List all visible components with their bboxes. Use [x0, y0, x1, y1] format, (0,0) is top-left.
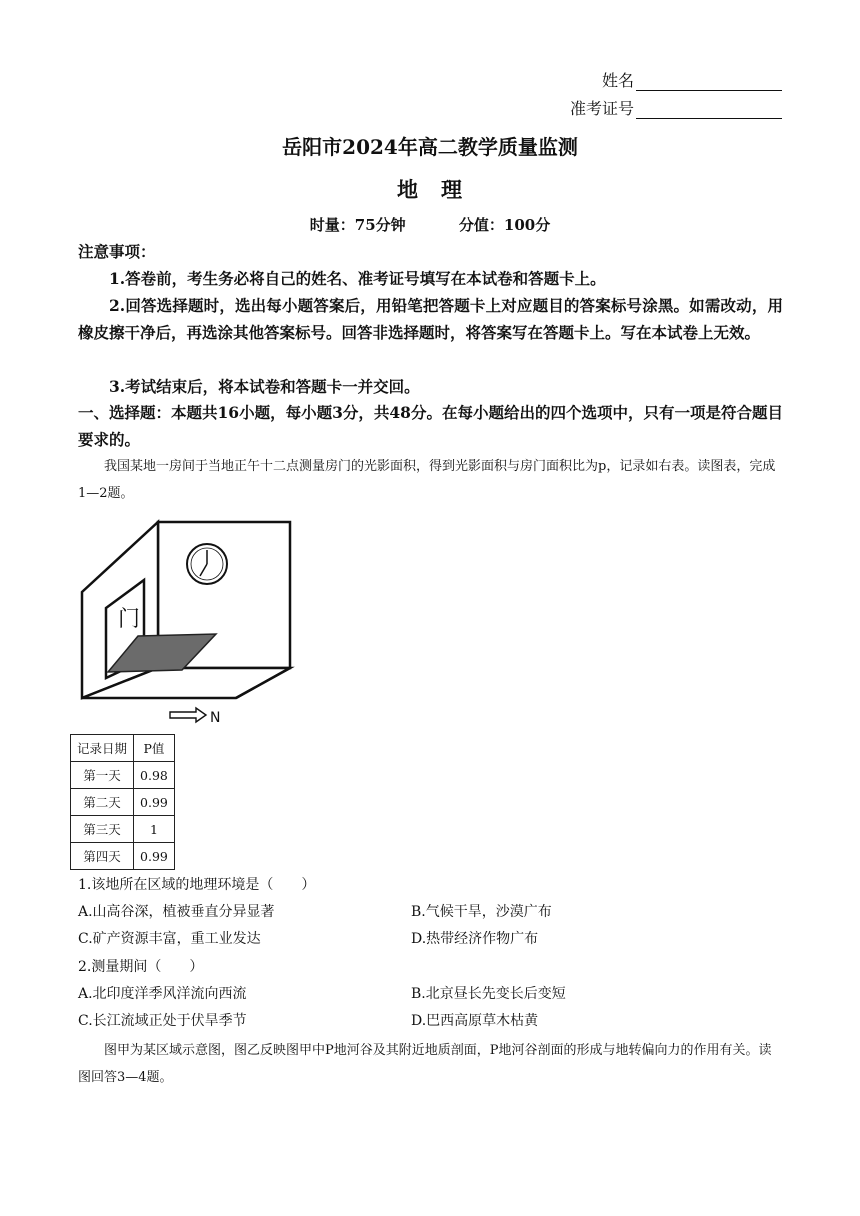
table-cell-date: 第三天: [71, 816, 134, 843]
question-1-option-d: D.热带经济作物广布: [411, 931, 539, 947]
question-2-option-b: B.北京昼长先变长后变短: [411, 986, 566, 1002]
table-row: [71, 816, 175, 843]
table-row: [71, 789, 175, 816]
table-cell-date: 第一天: [71, 762, 134, 789]
record-table: [70, 734, 175, 870]
table-header-row: [71, 735, 175, 762]
table-header-p: P值: [134, 735, 175, 762]
question-1-option-a: A.山高谷深，植被垂直分异显著: [78, 904, 275, 920]
table-header-date: 记录日期: [71, 735, 134, 762]
question-2-option-c: C.长江流域正处于伏旱季节: [78, 1013, 247, 1029]
table-cell-p: 1: [134, 816, 175, 843]
question-1-option-c: C.矿产资源丰富，重工业发达: [78, 931, 261, 947]
door-label: 门: [118, 607, 141, 632]
clock-icon: [187, 544, 227, 584]
table-cell-p: 0.99: [134, 789, 175, 816]
notice-item-2: 2.回答选择题时，选出每小题答案后，用铅笔把答题卡上对应题目的答案标号涂黑。如需改动，用橡皮擦干净后，再选涂其他答案标号。回答非选择题时，将答案写在答题卡上。写在本试卷上无效。: [78, 296, 783, 342]
subject-title: 地 理: [397, 177, 463, 202]
section-1-heading: 一、选择题：本题共16小题，每小题3分，共48分。在每小题给出的四个选项中，只有一项是符合题目要求的。: [78, 403, 783, 449]
north-arrow-icon: [170, 708, 220, 726]
exam-title: 岳阳市2024年高二教学质量监测: [282, 135, 578, 159]
exam-id-blank-line: [636, 102, 782, 119]
room-diagram: [78, 516, 298, 728]
table-cell-date: 第四天: [71, 843, 134, 870]
exam-id-label: 准考证号: [569, 99, 634, 118]
table-cell-date: 第二天: [71, 789, 134, 816]
question-2-option-a: A.北印度洋季风洋流向西流: [78, 986, 247, 1002]
question-1-stem: 1.该地所在区域的地理环境是（ ）: [78, 877, 316, 893]
notice-item-1: 1.答卷前，考生务必将自己的姓名、准考证号填写在本试卷和答题卡上。: [109, 269, 606, 288]
intro-q1-2: 我国某地一房间于当地正午十二点测量房门的光影面积，得到光影面积与房门面积比为p，记录如右表。读图表，完成1—2题。: [78, 459, 776, 501]
name-field: [602, 68, 782, 91]
table-row: [71, 762, 175, 789]
question-2-option-d: D.巴西高原草木枯黄: [411, 1013, 539, 1029]
intro-q3-4: 图甲为某区域示意图，图乙反映图甲中P地河谷及其附近地质剖面，P地河谷剖面的形成与地转偏向力的作用有关。读图回答3—4题。: [78, 1043, 772, 1085]
name-label: 姓名: [601, 71, 634, 90]
notice-heading: 注意事项：: [78, 242, 156, 261]
notice-item-3: 3.考试结束后，将本试卷和答题卡一并交回。: [109, 377, 420, 396]
duration-text: 时量：75分钟: [309, 216, 406, 234]
table-row: [71, 843, 175, 870]
question-2-stem: 2.测量期间（ ）: [78, 959, 204, 975]
table-cell-p: 0.99: [134, 843, 175, 870]
exam-id-field: [570, 96, 782, 119]
name-blank-line: [636, 74, 782, 91]
score-text: 分值：100分: [458, 216, 551, 234]
north-label: N: [210, 710, 221, 726]
question-1-option-b: B.气候干旱，沙漠广布: [411, 904, 552, 920]
table-cell-p: 0.98: [134, 762, 175, 789]
time-info: [0, 214, 860, 235]
